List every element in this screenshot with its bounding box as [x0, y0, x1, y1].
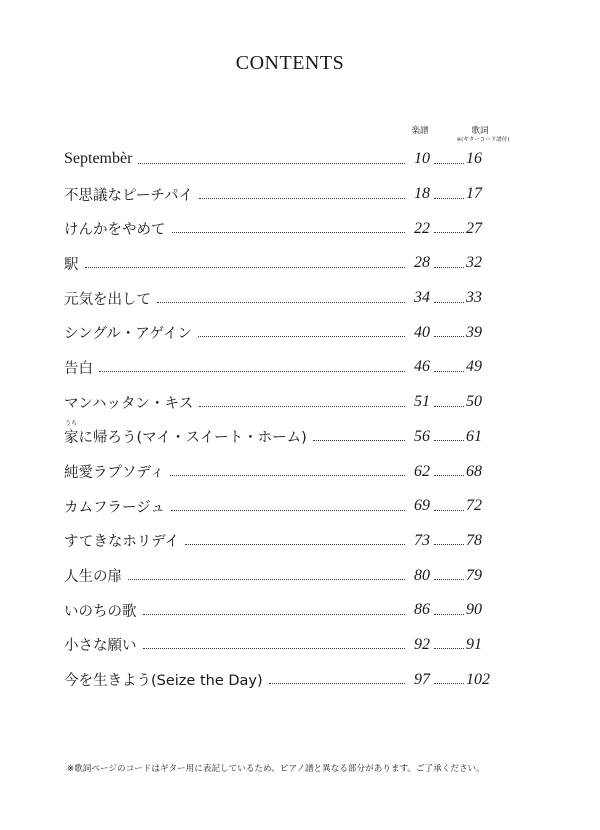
toc-entry-title-text: カムフラージュ: [64, 499, 165, 516]
score-page-number: 28: [414, 254, 430, 272]
score-page-number: 73: [414, 531, 430, 549]
toc-entry: [64, 177, 494, 212]
dot-leader: [434, 579, 464, 580]
dot-leader: [199, 406, 405, 407]
column-header-score: 楽譜: [411, 126, 429, 136]
toc-entry-title: [64, 184, 196, 205]
dot-leader: [170, 475, 405, 476]
dot-leader: [434, 302, 464, 303]
lyrics-page-number: 61: [466, 427, 482, 445]
toc-entry: [64, 142, 494, 177]
toc-entry: [64, 211, 494, 246]
dot-leader: [171, 510, 405, 511]
dot-leader: [143, 614, 406, 615]
toc-entry-title-text: マンハッタン・キス: [64, 395, 194, 412]
toc-entry: [64, 628, 494, 663]
toc-entry-title: [64, 634, 140, 655]
lyrics-page-number: 68: [466, 462, 482, 480]
lyrics-page-number: 90: [466, 601, 482, 619]
toc-entry-title: [64, 392, 196, 413]
lyrics-page-number: 17: [466, 185, 482, 203]
toc-entry-title: [64, 150, 135, 168]
dot-leader: [434, 544, 464, 545]
lyrics-page-number: 102: [466, 670, 490, 688]
toc-entry-title-text: 元気を出して: [64, 291, 151, 308]
score-page-number: 69: [414, 497, 430, 515]
table-of-contents: [64, 142, 494, 697]
dot-leader: [313, 440, 405, 441]
lyrics-page-number: 16: [466, 150, 482, 168]
dot-leader: [185, 544, 405, 545]
dot-leader: [434, 683, 464, 684]
toc-entry-title: [64, 322, 195, 343]
score-page-number: 86: [414, 601, 430, 619]
toc-entry: [64, 385, 494, 420]
dot-leader: [434, 510, 464, 511]
score-page-number: 56: [414, 427, 430, 445]
toc-entry: [64, 315, 494, 350]
toc-entry-title-text: いのちの歌: [64, 603, 137, 620]
toc-entry-title-text: 人生の扉: [64, 569, 122, 586]
toc-entry: [64, 454, 494, 489]
dot-leader: [434, 648, 464, 649]
lyrics-page-number: 78: [466, 531, 482, 549]
toc-entry: [64, 281, 494, 316]
lyrics-page-number: 33: [466, 289, 482, 307]
toc-entry: [64, 662, 494, 697]
toc-entry-title-text: すてきなホリデイ: [64, 534, 180, 551]
score-page-number: 92: [414, 635, 430, 653]
score-page-number: 10: [414, 150, 430, 168]
toc-entry-title: [64, 530, 182, 551]
dot-leader: [434, 336, 464, 337]
toc-entry: [64, 350, 494, 385]
dot-leader: [157, 302, 405, 303]
toc-entry: [64, 593, 494, 628]
score-page-number: 51: [414, 393, 430, 411]
dot-leader: [138, 163, 405, 164]
dot-leader: [434, 440, 464, 441]
lyrics-page-number: 50: [466, 393, 482, 411]
lyrics-page-number: 32: [466, 254, 482, 272]
toc-entry-title: [64, 253, 82, 274]
score-page-number: 34: [414, 289, 430, 307]
toc-entry-title-text: 告白: [64, 360, 93, 377]
dot-leader: [85, 267, 406, 268]
dot-leader: [199, 198, 405, 199]
toc-entry-title: [64, 357, 96, 378]
toc-entry-title: [64, 565, 125, 586]
toc-entry: [64, 524, 494, 559]
dot-leader: [434, 267, 464, 268]
lyrics-page-number: 72: [466, 497, 482, 515]
score-page-number: 97: [414, 670, 430, 688]
page-title: CONTENTS: [235, 52, 345, 74]
toc-entry-title: [64, 420, 310, 447]
toc-entry: [64, 246, 494, 281]
dot-leader: [434, 163, 464, 164]
dot-leader: [434, 614, 464, 615]
score-page-number: 62: [414, 462, 430, 480]
dot-leader: [434, 475, 464, 476]
dot-leader: [99, 371, 405, 372]
footnote: ※歌詞ページのコードはギター用に表記しているため、ピアノ譜と異なる部分があります。ご了承ください。: [67, 764, 485, 774]
dot-leader: [434, 406, 464, 407]
toc-entry: [64, 420, 494, 455]
dot-leader: [434, 232, 464, 233]
toc-entry-title: [64, 669, 266, 690]
toc-entry-title-text: Septembèr: [64, 150, 133, 168]
score-page-number: 80: [414, 566, 430, 584]
toc-entry: [64, 489, 494, 524]
toc-entry-title: [64, 218, 169, 239]
toc-entry-title-text: 小さな願い: [64, 638, 137, 655]
lyrics-page-number: 39: [466, 323, 482, 341]
toc-entry-title: [64, 496, 168, 517]
toc-entry-title-text: 今を生きよう(Seize the Day): [64, 673, 263, 690]
ruby-annotation: うち: [65, 420, 78, 428]
dot-leader: [172, 232, 406, 233]
toc-entry-title-text: 駅: [64, 256, 79, 273]
toc-entry-title-text: 家に帰ろう(マイ・スイート・ホーム): [64, 430, 307, 447]
toc-entry: [64, 558, 494, 593]
toc-entry-title: [64, 600, 140, 621]
lyrics-page-number: 79: [466, 566, 482, 584]
dot-leader: [143, 648, 406, 649]
lyrics-page-number: 49: [466, 358, 482, 376]
toc-entry-title-text: けんかをやめて: [64, 222, 166, 239]
lyrics-page-number: 91: [466, 635, 482, 653]
toc-entry-title-text: 純愛ラプソディ: [64, 465, 165, 482]
toc-entry-title: [64, 288, 154, 309]
dot-leader: [269, 683, 405, 684]
lyrics-page-number: 27: [466, 219, 482, 237]
column-note-lyrics: ※(ギターコード譜付): [456, 137, 510, 143]
dot-leader: [434, 198, 464, 199]
score-page-number: 40: [414, 323, 430, 341]
score-page-number: 46: [414, 358, 430, 376]
dot-leader: [434, 371, 464, 372]
score-page-number: 22: [414, 219, 430, 237]
score-page-number: 18: [414, 185, 430, 203]
toc-entry-title-text: 不思議なピーチパイ: [64, 187, 194, 204]
dot-leader: [128, 579, 405, 580]
toc-entry-title-text: シングル・アゲイン: [64, 326, 192, 343]
toc-entry-title: [64, 461, 167, 482]
column-header-lyrics: 歌詞: [471, 126, 489, 136]
dot-leader: [198, 336, 405, 337]
